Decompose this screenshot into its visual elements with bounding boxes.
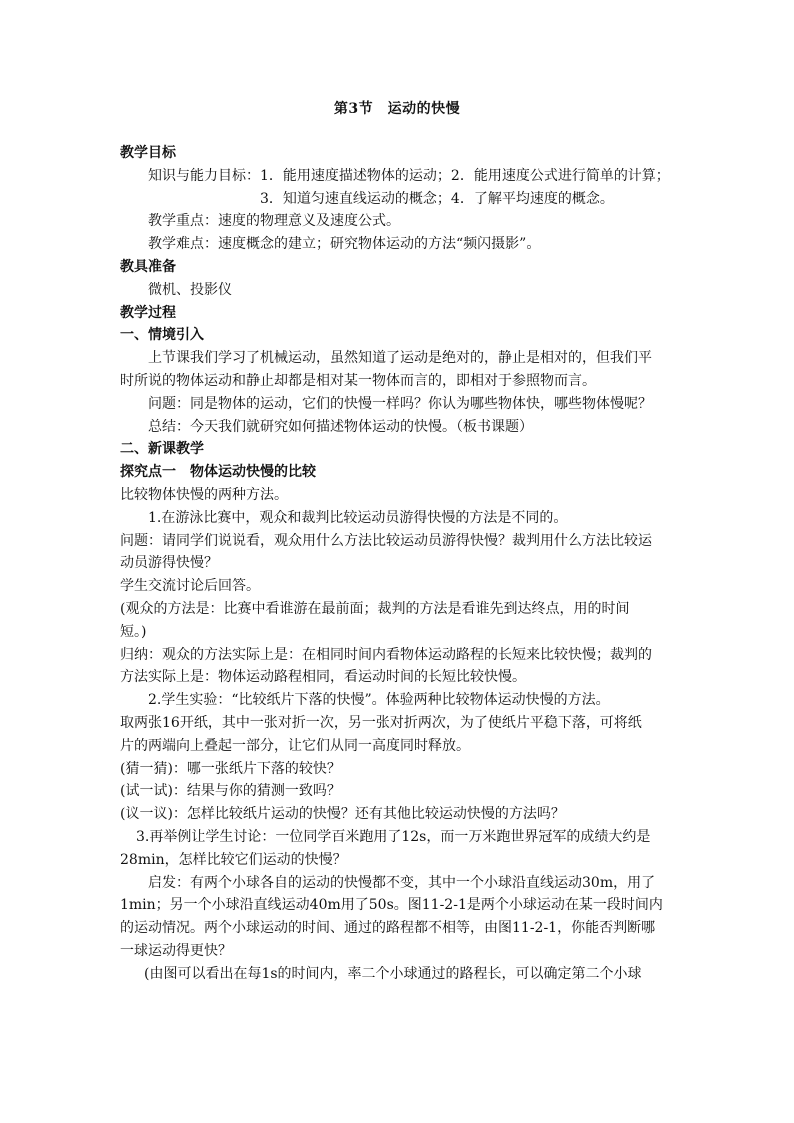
section-heading: 教学过程 [120, 304, 176, 321]
paragraph-line: (试一试)：结果与你的猜测一致吗？ [120, 783, 341, 800]
paragraph-line: 知识与能力目标：1．能用速度描述物体的运动；2．能用速度公式进行简单的计算； [148, 167, 670, 184]
paragraph-line: 总结：今天我们就研究如何描述物体运动的快慢。（板书课题） [148, 418, 533, 435]
section-heading: 教具准备 [120, 258, 176, 275]
paragraph-line: 微机、投影仪 [148, 281, 232, 298]
paragraph-line: 2.学生实验：“比较纸片下落的快慢”。体验两种比较物体运动快慢的方法。 [148, 692, 610, 709]
section-heading: 探究点一 物体运动快慢的比较 [120, 464, 316, 481]
paragraph-line: 短。) [120, 623, 147, 640]
paragraph-line: 教学难点：速度概念的建立；研究物体运动的方法“频闪摄影”。 [148, 236, 541, 253]
paragraph-line: 1min；另一个小球沿直线运动40m用了50s。图11-2-1是两个小球运动在某一段时间内 [120, 897, 663, 914]
paragraph-line: (由图可以看出在每1s的时间内，率二个小球通过的路程长，可以确定第二个小球 [144, 965, 642, 982]
paragraph-line: 3．知道匀速直线运动的概念；4．了解平均速度的概念。 [260, 190, 614, 207]
paragraph-line: 方法实际上是：物体运动路程相同，看运动时间的长短比较快慢。 [120, 669, 526, 686]
page-title: 第3节 运动的快慢 [333, 101, 461, 117]
paragraph-line: 上节课我们学习了机械运动，虽然知道了运动是绝对的，静止是相对的，但我们平 [148, 350, 652, 367]
paragraph-line: 片的两端向上叠起一部分，让它们从同一高度同时释放。 [120, 737, 470, 754]
paragraph-line: (猜一猜)：哪一张纸片下落的较快？ [120, 760, 341, 777]
paragraph-line: (观众的方法是：比赛中看谁游在最前面；裁判的方法是看谁先到达终点，用的时间 [120, 600, 630, 617]
paragraph-line: 归纳：观众的方法实际上是：在相同时间内看物体运动路程的长短来比较快慢；裁判的 [120, 646, 652, 663]
paragraph-line: 问题：请同学们说说看，观众用什么方法比较运动员游得快慢？裁判用什么方法比较运 [120, 532, 652, 549]
paragraph-line: 一球运动得更快？ [120, 942, 232, 959]
document-body [120, 142, 680, 985]
section-heading: 一、情境引入 [120, 327, 204, 344]
paragraph-line: 1.在游泳比赛中，观众和裁判比较运动员游得快慢的方法是不同的。 [148, 509, 568, 526]
section-heading: 二、新课教学 [120, 441, 204, 458]
paragraph-line: 启发：有两个小球各自的运动的快慢都不变，其中一个小球沿直线运动30m，用了 [148, 874, 656, 891]
paragraph-line: 教学重点：速度的物理意义及速度公式。 [148, 213, 400, 230]
paragraph-line: 的运动情况。两个小球运动的时间、通过的路程都不相等，由图11-2-1，你能否判断哪 [120, 920, 656, 937]
paragraph-line: 3.再举例让学生讨论：一位同学百米跑用了12s，而一万米跑世界冠军的成绩大约是 [136, 828, 651, 845]
paragraph-line: 比较物体快慢的两种方法。 [120, 486, 288, 503]
paragraph-line: 动员游得快慢？ [120, 555, 218, 572]
paragraph-line: (议一议)：怎样比较纸片运动的快慢？还有其他比较运动快慢的方法吗？ [120, 806, 565, 823]
paragraph-line: 时所说的物体运动和静止却都是相对某一物体而言的，即相对于参照物而言。 [120, 372, 596, 389]
paragraph-line: 学生交流讨论后回答。 [120, 578, 260, 595]
section-heading: 教学目标 [120, 145, 176, 161]
paragraph-line: 28min，怎样比较它们运动的快慢？ [120, 851, 347, 868]
paragraph-line: 取两张16开纸，其中一张对折一次，另一张对折两次，为了使纸片平稳下落，可将纸 [120, 714, 642, 731]
paragraph-line: 问题：同是物体的运动，它们的快慢一样吗？你认为哪些物体快，哪些物体慢呢？ [148, 395, 652, 412]
